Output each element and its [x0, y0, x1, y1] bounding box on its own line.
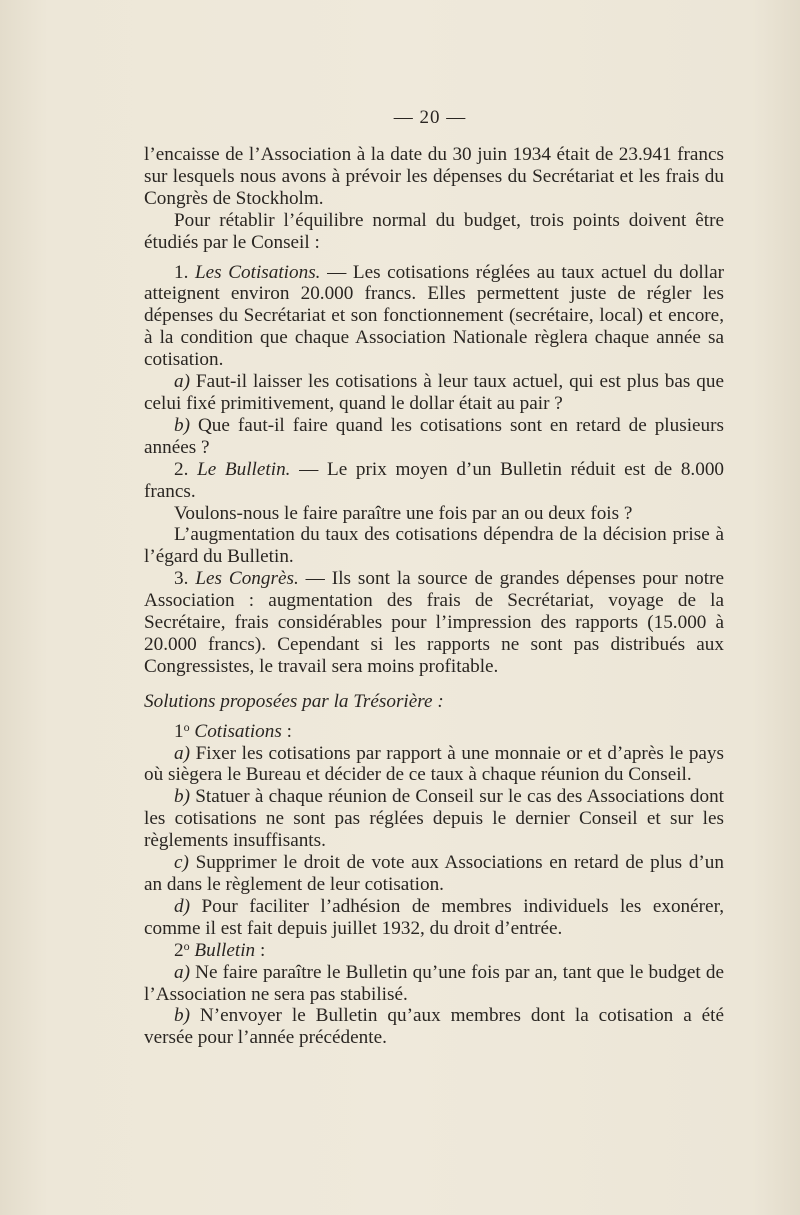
solution-title: Bulletin: [194, 939, 256, 961]
solution-colon: :: [255, 939, 266, 961]
item-text: Fixer les cotisations par rapport à une monnaie or et d’après le pays où siègera le Bureau et décider de ce taux à chaque réunion du Conseil.: [144, 742, 724, 786]
item-letter: b): [174, 786, 190, 808]
point-number: 2.: [174, 458, 189, 480]
item-text: Statuer à chaque réunion de Conseil sur le cas des Associations dont les cotisations ne sont pas réglées depuis le dernier Conseil et sur les règlements insuffisants.: [144, 786, 724, 852]
point-bulletin: [144, 459, 724, 503]
item-letter: a): [174, 371, 190, 393]
item-letter: a): [174, 961, 190, 983]
point-text: — Le prix moyen d’un Bulletin réduit est de 8.000 francs.: [144, 458, 725, 502]
item-letter: b): [174, 414, 190, 436]
point-text: — Ils sont la source de grandes dépenses pour notre Association : augmentation des frais de Secrétariat, voyage de la Secrétaire, frais considérables pour l’impression des rapports (15.000 à 20.000 francs). Cependant si les rapports ne sont pas distribués aux Congressistes, le travail sera moins profitable.: [144, 568, 724, 677]
solution-number: 2: [174, 939, 184, 961]
item-letter: c): [174, 852, 189, 874]
solution-cotisations-heading: [144, 721, 724, 743]
solution-1c: [144, 852, 724, 896]
paragraph-encaisse: l’encaisse de l’Association à la date du 30 juin 1934 était de 23.941 francs sur lesquels nous avons à prévoir les dépenses du Secrétariat et les frais du Congrès de Stockholm.: [144, 144, 724, 209]
ordinal-sup: o: [183, 719, 190, 734]
solutions-heading: [144, 691, 724, 713]
paragraph-augmentation: L’augmentation du taux des cotisations dépendra de la décision prise à l’égard du Bulletin.: [144, 524, 724, 568]
point-title: Les Congrès.: [195, 568, 299, 590]
solution-2b: [144, 1005, 724, 1049]
solution-1a: [144, 743, 724, 787]
solution-1b: [144, 786, 724, 852]
question-b: [144, 415, 724, 459]
solution-1d: [144, 896, 724, 940]
paragraph-voulons: Voulons-nous le faire paraître une fois par an ou deux fois ?: [174, 502, 633, 524]
point-cotisations: [144, 262, 724, 372]
solution-title: Cotisations: [194, 720, 282, 742]
item-text: Que faut-il faire quand les cotisations sont en retard de plusieurs années ?: [144, 414, 724, 458]
solutions-heading-text: Solutions proposées par la Trésorière :: [144, 690, 444, 712]
item-letter: b): [174, 1005, 190, 1027]
ordinal-sup: o: [183, 938, 190, 953]
page-number: — 20 —: [393, 107, 467, 128]
paragraph-equilibre: Pour rétablir l’équilibre normal du budget, trois points doivent être étudiés par le Conseil :: [144, 209, 724, 253]
item-letter: d): [174, 895, 190, 917]
item-text: Ne faire paraître le Bulletin qu’une fois par an, tant que le budget de l’Association ne sera pas stabilisé.: [144, 961, 724, 1005]
point-number: 1.: [174, 261, 189, 283]
question-a: [144, 371, 724, 415]
item-letter: a): [174, 742, 190, 764]
solution-bulletin-heading: [144, 940, 724, 962]
item-text: N’envoyer le Bulletin qu’aux membres dont la cotisation a été versée pour l’année précédente.: [144, 1005, 724, 1049]
point-number: 3.: [174, 568, 189, 590]
point-congres: [144, 568, 724, 678]
item-text: Pour faciliter l’adhésion de membres individuels les exonérer, comme il est fait depuis juillet 1932, du droit d’entrée.: [144, 895, 724, 939]
point-title: Les Cotisations.: [194, 261, 321, 283]
body-text: [144, 144, 724, 1049]
point-title: Le Bulletin.: [197, 458, 291, 480]
solution-colon: :: [281, 720, 292, 742]
solution-2a: [144, 962, 724, 1006]
item-text: Supprimer le droit de vote aux Associations en retard de plus d’un an dans le règlement de leur cotisation.: [144, 852, 724, 895]
point-text: — Les cotisations réglées au taux actuel du dollar atteignent environ 20.000 francs. Elles permettent juste de régler les dépenses du Secrétariat et son fonctionnement (secrétaire, local) et encore, à la condition que chaque Association Nationale règlera chaque année sa cotisation.: [144, 261, 724, 371]
solution-number: 1: [174, 720, 184, 742]
item-text: Faut-il laisser les cotisations à leur taux actuel, qui est plus bas que celui fixé primitivement, quand le dollar était au pair ?: [144, 371, 724, 414]
